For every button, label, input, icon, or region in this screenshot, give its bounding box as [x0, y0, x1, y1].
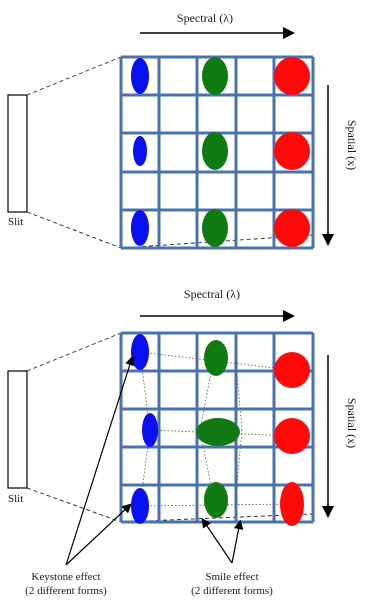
slit-rectangle: [8, 95, 27, 212]
red-spot: [274, 132, 310, 170]
smile-label: Smile effect: [205, 571, 259, 583]
projection-lines: [27, 333, 313, 522]
keystone-label: Keystone effect: [31, 571, 101, 583]
top-panel: [8, 11, 359, 248]
blue-spot: [131, 334, 149, 370]
green-spot: [204, 482, 228, 518]
blue-spot: [133, 136, 147, 166]
smile-arrow: [232, 522, 240, 563]
projection-line: [27, 212, 121, 248]
slit-label: Slit: [8, 493, 24, 505]
green-spot: [202, 132, 228, 170]
projection-line: [27, 57, 121, 95]
green-spot: [202, 209, 228, 247]
keystone-sublabel: (2 different forms): [25, 585, 107, 597]
spectral-axis-label: Spectral (λ): [176, 11, 234, 25]
red-spot: [274, 352, 310, 388]
blue-spot: [131, 210, 149, 246]
green-spot: [202, 57, 228, 95]
projection-lines: [27, 57, 313, 248]
spectral-axis-label: Spectral (λ): [183, 287, 241, 301]
blue-spot: [131, 58, 149, 94]
spatial-axis-label: Spatial (x): [345, 119, 359, 171]
projection-line: [27, 488, 121, 522]
red-spot: [274, 209, 310, 247]
smile-sublabel: (2 different forms): [191, 585, 273, 597]
blue-spot: [142, 413, 158, 447]
slit-rectangle: [8, 371, 27, 488]
spatial-axis-label: Spatial (x): [345, 397, 359, 449]
slit-label: Slit: [8, 216, 24, 228]
projection-line: [27, 333, 121, 371]
red-spot: [274, 418, 310, 454]
red-spot: [274, 57, 310, 95]
smile-annotation-arrows: [203, 520, 240, 563]
green-spot: [204, 340, 228, 376]
smile-arrow: [203, 520, 232, 563]
red-spot: [280, 482, 304, 526]
blue-spot: [131, 488, 149, 524]
green-spot: [196, 418, 240, 446]
bottom-panel: [8, 287, 359, 597]
